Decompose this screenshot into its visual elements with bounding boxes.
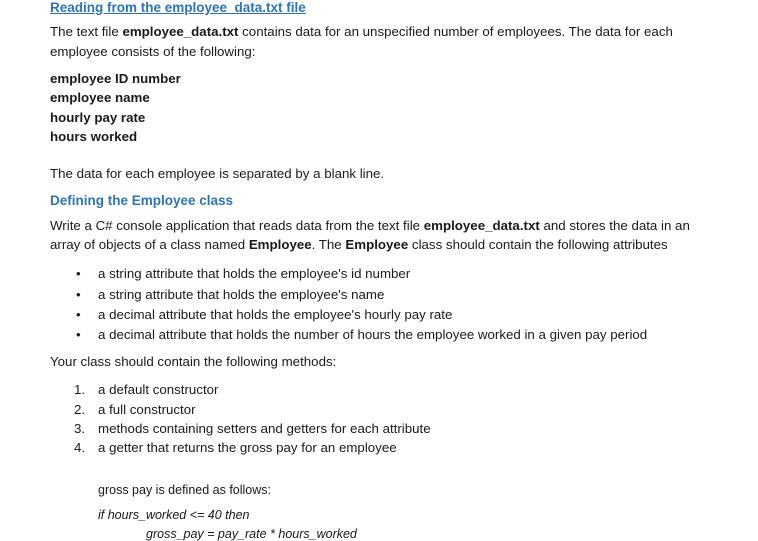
field-hourly-pay-rate: hourly pay rate — [50, 110, 146, 125]
attribute-text: a string attribute that holds the employee's id number — [98, 266, 411, 281]
gross-pay-condition: if hours_worked <= 40 then — [98, 508, 250, 522]
method-number: 3. — [74, 421, 86, 436]
bullet-icon: • — [76, 287, 81, 302]
intro-line-2: employee consists of the following: — [50, 44, 256, 59]
field-employee-name: employee name — [50, 90, 150, 105]
gross-pay-definition: gross pay is defined as follows: — [98, 483, 272, 497]
method-text: methods containing setters and getters for each attribute — [98, 421, 431, 436]
method-number: 4. — [74, 440, 86, 455]
bullet-icon: • — [76, 307, 81, 322]
field-hours-worked: hours worked — [50, 129, 138, 144]
intro-text-b: contains data for an unspecified number of employees. The data for each — [238, 24, 673, 39]
intro-line-1 — [50, 24, 673, 39]
field-employee-id: employee ID number — [50, 71, 181, 86]
method-text: a default constructor — [98, 382, 219, 397]
class-name-1: Employee — [248, 237, 312, 252]
methods-intro: Your class should contain the following methods: — [50, 354, 337, 369]
method-text: a getter that returns the gross pay for an employee — [98, 440, 397, 455]
heading-reading-file: Reading from the employee_data.txt file — [50, 0, 306, 15]
class-para-filename: employee_data.txt — [423, 218, 540, 233]
method-number: 1. — [74, 382, 86, 397]
class-para-text-e: class should contain the following attributes — [408, 237, 668, 252]
intro-filename: employee_data.txt — [122, 24, 239, 39]
separator-text: The data for each employee is separated by a blank line. — [50, 166, 385, 181]
class-para-line-1 — [50, 218, 690, 233]
attribute-text: a decimal attribute that holds the number of hours the employee worked in a given pay period — [98, 327, 648, 342]
class-para-line-2 — [50, 237, 668, 252]
heading-defining-class: Defining the Employee class — [50, 193, 234, 208]
method-text: a full constructor — [98, 402, 196, 417]
gross-pay-formula: gross_pay = pay_rate * hours_worked — [146, 527, 357, 541]
bullet-icon: • — [76, 266, 81, 281]
attribute-text: a decimal attribute that holds the employee's hourly pay rate — [98, 307, 453, 322]
bullet-icon: • — [76, 327, 81, 342]
attribute-text: a string attribute that holds the employee's name — [98, 287, 385, 302]
class-para-text-b: and stores the data in an — [539, 218, 690, 233]
class-name-2: Employee — [345, 237, 409, 252]
class-para-text-d: . The — [311, 237, 346, 252]
intro-text-a: The text file — [50, 24, 123, 39]
class-para-text-c: array of objects of a class named — [50, 237, 249, 252]
method-number: 2. — [74, 402, 86, 417]
class-para-text-a: Write a C# console application that reads data from the text file — [50, 218, 424, 233]
